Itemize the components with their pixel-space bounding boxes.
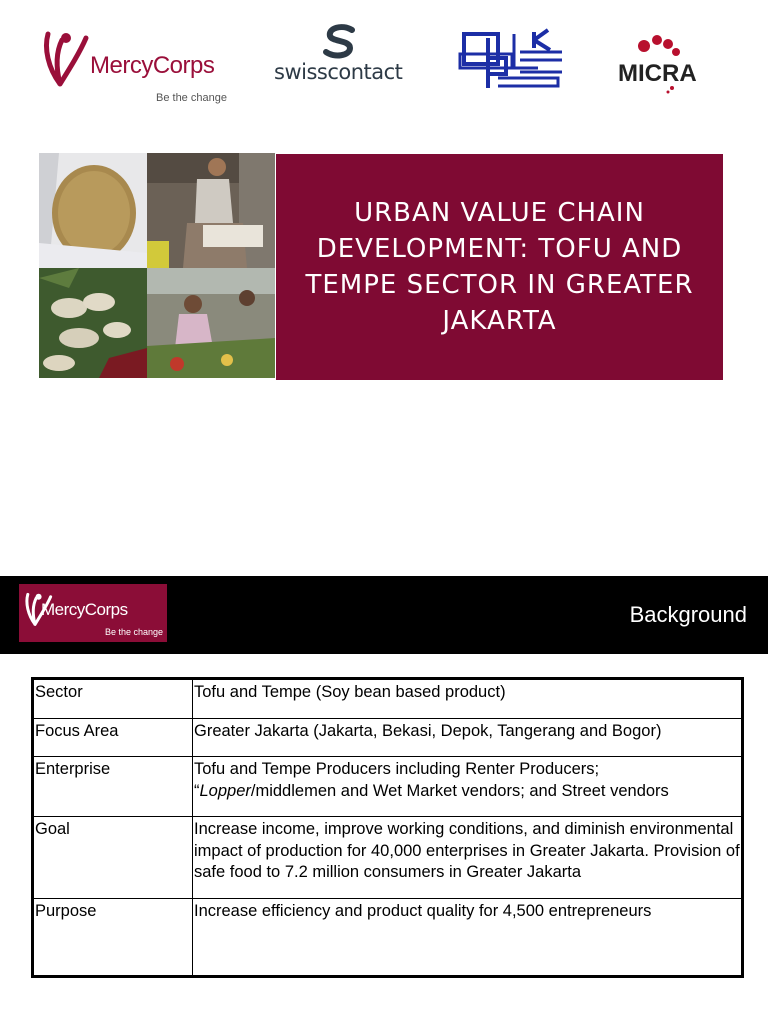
slide-title: Background xyxy=(629,602,747,627)
row-value-part: Tofu and Tempe Producers including Renter Producers; “ xyxy=(194,760,600,800)
row-label: Purpose xyxy=(33,898,193,976)
presentation-title: URBAN VALUE CHAIN DEVELOPMENT: TOFU AND TEMPE SECTOR IN GREATER JAKARTA xyxy=(305,198,694,336)
mercycorps-logo xyxy=(40,24,240,112)
row-label: Sector xyxy=(33,679,193,719)
market-vendor-photo xyxy=(147,268,275,378)
table-row xyxy=(33,817,743,899)
background-slide xyxy=(0,576,768,1024)
table-row xyxy=(33,898,743,976)
slide-header xyxy=(0,576,768,654)
row-value: Increase income, improve working conditions, and diminish environmental impact of production for 40,000 enterprises in Greater Jakarta. Provision of safe food to 7.2 million consumers in Greater Jakarta xyxy=(193,817,743,899)
swisscontact-logo xyxy=(270,22,415,92)
pu-logo xyxy=(458,28,566,96)
title-banner xyxy=(276,154,723,380)
table-row xyxy=(33,757,743,817)
micra-logo xyxy=(614,32,724,96)
tempe-leaves-photo xyxy=(39,268,147,378)
micra-wordmark: MICRA xyxy=(618,60,697,87)
tofu-worker-photo xyxy=(147,153,275,268)
photo-collage xyxy=(39,153,275,378)
table-row xyxy=(33,718,743,757)
mercycorps-wordmark: MercyCorps xyxy=(90,52,215,79)
header-logo-wordmark: MercyCorps xyxy=(41,600,128,619)
row-value: Tofu and Tempe (Soy bean based product) xyxy=(193,679,743,719)
row-value xyxy=(193,757,743,817)
header-logo-tagline: Be the change xyxy=(105,627,164,637)
pu-emblem-icon xyxy=(458,28,566,96)
row-label: Focus Area xyxy=(33,718,193,757)
row-value-part: /middlemen and Wet Market vendors; and Street vendors xyxy=(250,781,669,800)
soybean-sack-photo xyxy=(39,153,147,268)
row-label: Enterprise xyxy=(33,757,193,817)
row-value: Increase efficiency and product quality for 4,500 entrepreneurs xyxy=(193,898,743,976)
swisscontact-wordmark: swisscontact xyxy=(274,60,403,84)
swisscontact-s-icon xyxy=(320,24,360,60)
mercycorps-header-logo xyxy=(19,584,167,642)
row-value-italic: Lopper xyxy=(199,781,251,800)
row-label: Goal xyxy=(33,817,193,899)
row-value: Greater Jakarta (Jakarta, Bekasi, Depok, Tangerang and Bogor) xyxy=(193,718,743,757)
table-row xyxy=(33,679,743,719)
mercycorps-tagline: Be the change xyxy=(156,92,227,104)
mercycorps-figure-icon xyxy=(40,28,90,92)
background-table xyxy=(31,677,744,978)
